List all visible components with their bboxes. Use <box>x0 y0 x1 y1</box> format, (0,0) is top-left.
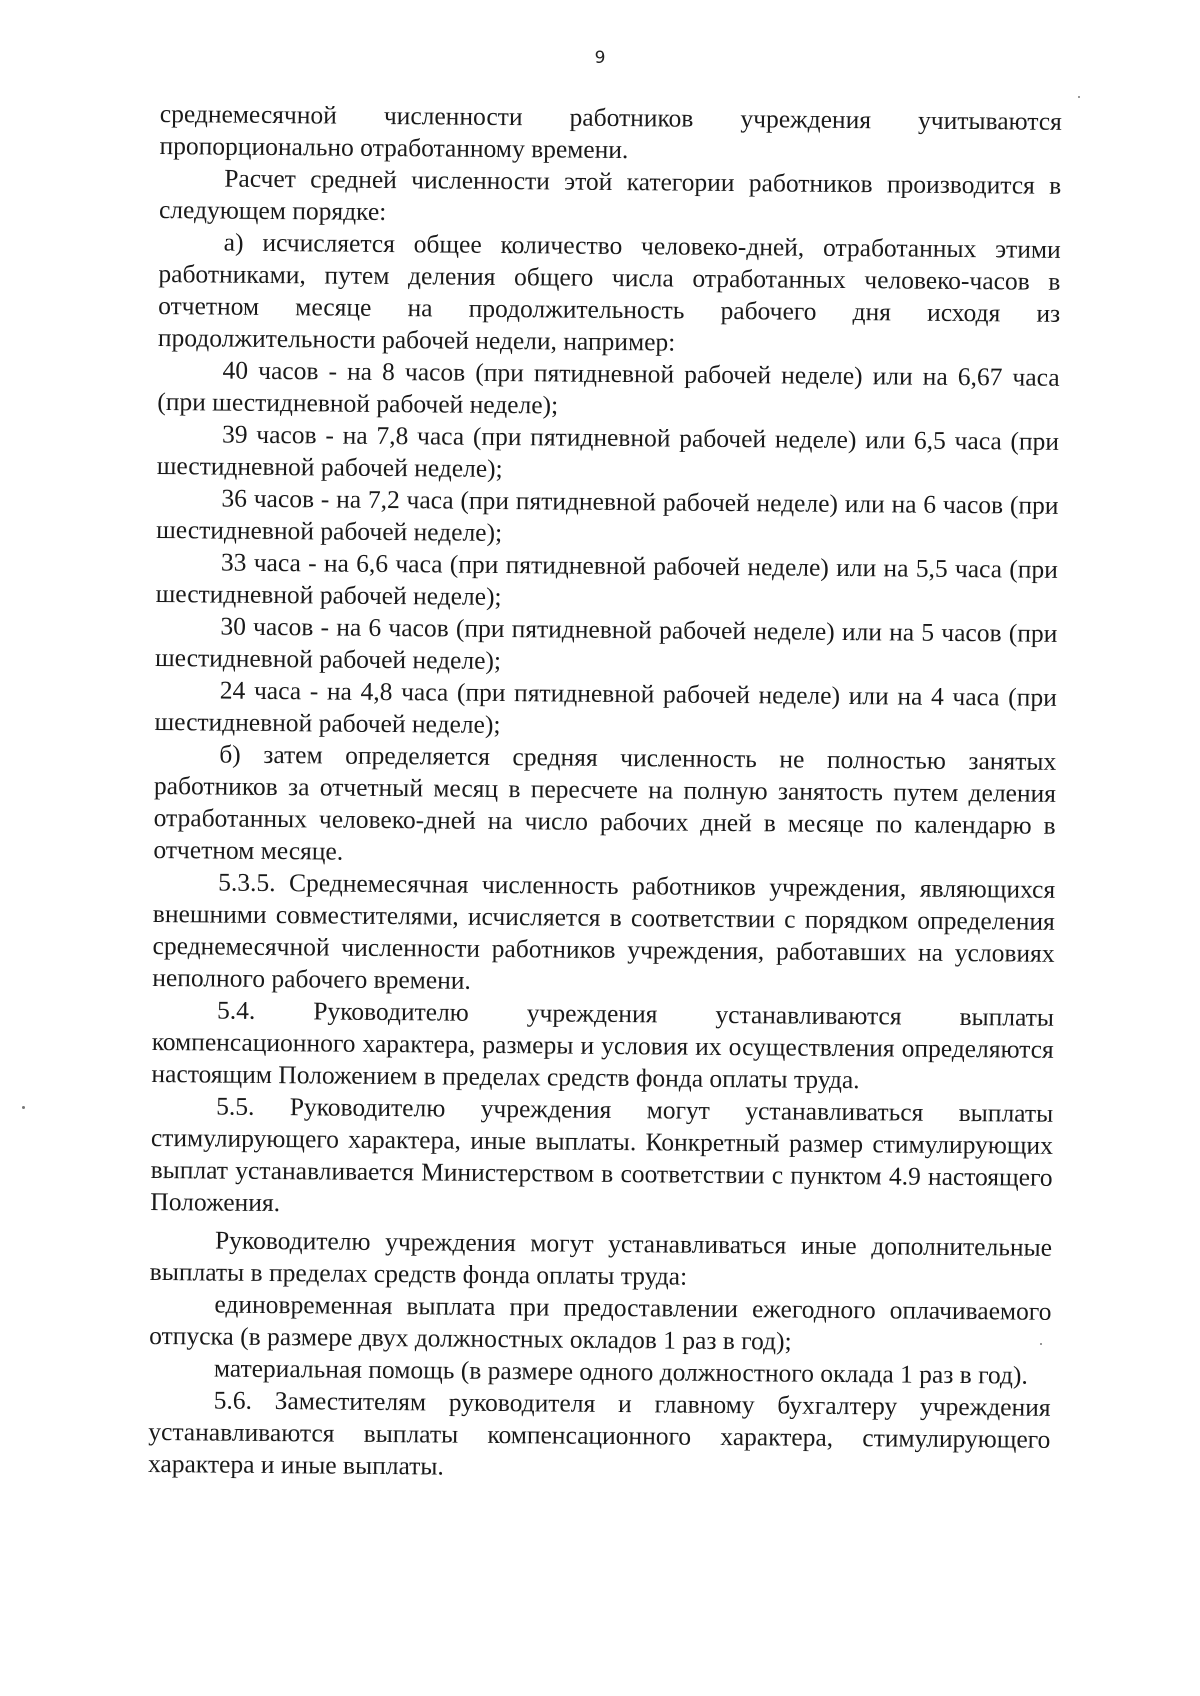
example-40-hours: 40 часов - на 8 часов (при пятидневной рабочей неделе) или на 6,67 часа (при шестидневной рабочей неделе); <box>157 355 1060 420</box>
paragraph-item-a: а) исчисляется общее количество человеко-дней, отработанных этими работниками, путем деления общего числа отработанных человеко-часов в отчетном месяце на продолжительность рабочего дня исходя из продолжительности рабочей недели, например: <box>157 227 1061 357</box>
example-30-hours: 30 часов - на 6 часов (при пятидневной рабочей неделе) или на 5 часов (при шестидневной рабочей неделе); <box>154 611 1058 675</box>
example-39-hours: 39 часов - на 7,8 часа (при пятидневной рабочей неделе) или 6,5 часа (при шестидневной рабочей неделе); <box>156 419 1060 484</box>
paragraph-5-3-5: 5.3.5. Среднемесячная численность работников учреждения, являющихся внешними совместителями, исчисляется в соответствии с порядком определения среднемесячной численности работников учреждения, работавших на условиях неполного рабочего времени. <box>152 867 1056 995</box>
paragraph-continuation: среднемесячной численности работников учреждения учитываются пропорционально отработанному времени. <box>159 98 1062 165</box>
example-33-hours: 33 часа - на 6,6 часа (при пятидневной рабочей неделе) или на 5,5 часа (при шестидневной рабочей неделе); <box>155 547 1059 611</box>
paragraph-5-5: 5.5. Руководителю учреждения могут устанавливаться выплаты стимулирующего характера, иные выплаты. Конкретный размер стимулирующих выплат устанавливается Министерством в соответствии с пунктом 4.9 настоящего Положения. <box>150 1091 1054 1218</box>
page-number: 9 <box>594 48 606 68</box>
scan-speck <box>1078 96 1080 98</box>
paragraph-5-6: 5.6. Заместителям руководителя и главному бухгалтеру учреждения устанавливаются выплаты компенсационного характера, стимулирующего характера и иные выплаты. <box>147 1385 1051 1481</box>
paragraph-5-4: 5.4. Руководителю учреждения устанавливаются выплаты компенсационного характера, размеры и условия их осуществления определяются настоящим Положением в пределах средств фонда оплаты труда. <box>151 995 1055 1095</box>
paragraph-item-b: б) затем определяется средняя численность не полностью занятых работников за отчетный месяц в пересчете на полную занятость путем деления отработанных человеко-дней на число рабочих дней в месяце по календарю в отчетном месяце. <box>153 739 1057 866</box>
paragraph-vacation-payment: единовременная выплата при предоставлении ежегодного оплачиваемого отпуска (в размере двух должностных окладов 1 раз в год); <box>149 1289 1052 1356</box>
paragraph-additional-payments: Руководителю учреждения могут устанавливаться иные дополнительные выплаты в пределах средств фонда оплаты труда: <box>149 1225 1053 1291</box>
paragraph-material-aid: материальная помощь (в размере одного должностного оклада 1 раз в год). <box>213 1353 1028 1390</box>
document-body <box>148 98 1062 1488</box>
scan-speck <box>1040 1343 1042 1345</box>
paragraph-calculation-order: Расчет средней численности этой категории работников производится в следующем порядке: <box>158 163 1062 226</box>
example-36-hours: 36 часов - на 7,2 часа (при пятидневной рабочей неделе) или на 6 часов (при шестидневной рабочей неделе); <box>156 483 1059 548</box>
example-24-hours: 24 часа - на 4,8 часа (при пятидневной рабочей неделе) или на 4 часа (при шестидневной рабочей неделе); <box>154 675 1057 739</box>
scan-speck <box>22 1106 25 1109</box>
